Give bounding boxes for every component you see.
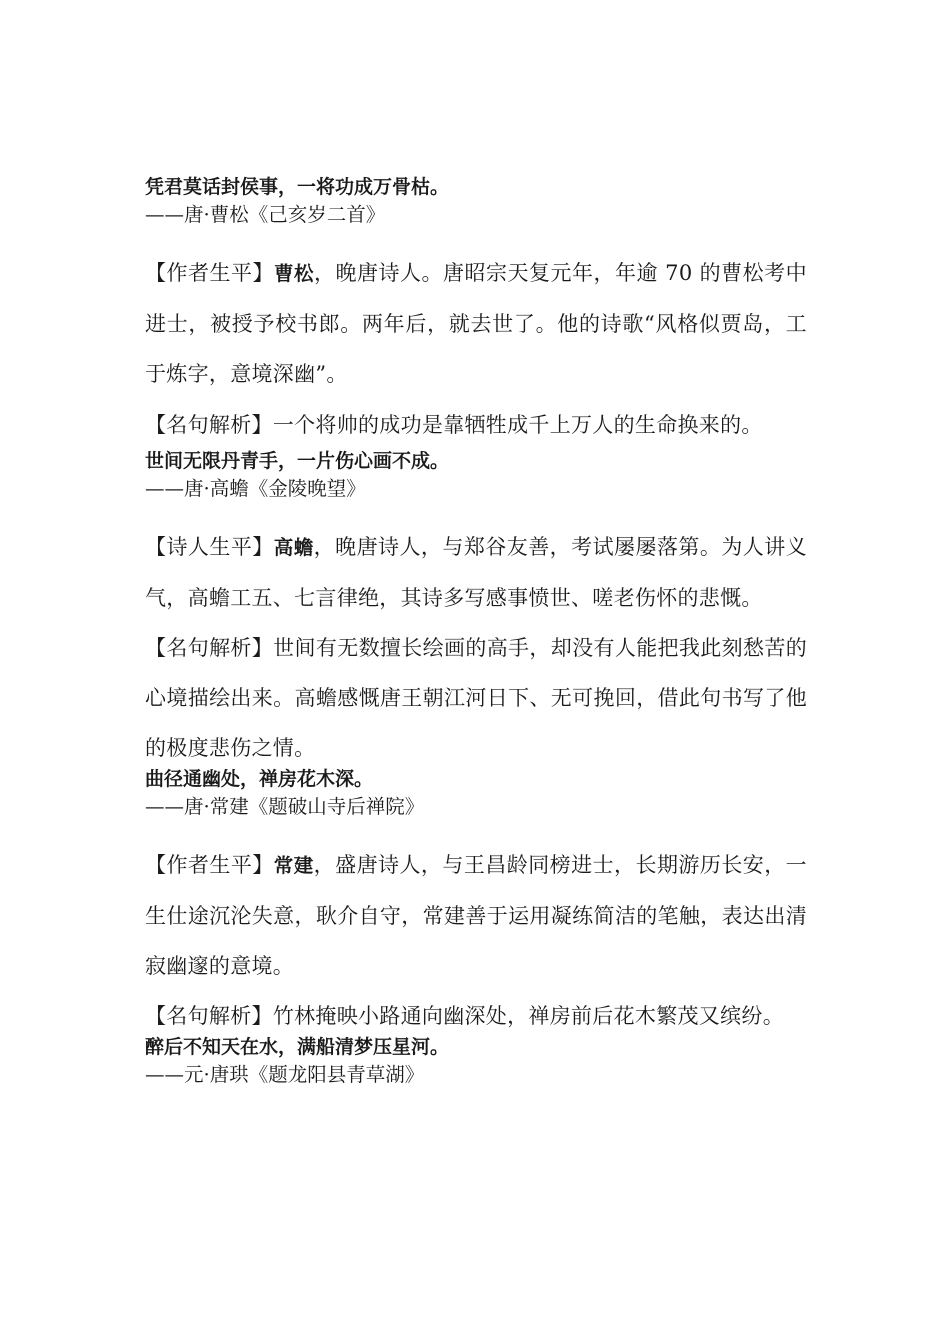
analysis-tag: 【名句解析】 bbox=[145, 1004, 273, 1028]
author-name: 曹松 bbox=[274, 262, 314, 285]
bio-tag: 【作者生平】 bbox=[145, 853, 274, 877]
poem-source: ——唐·高蟾《金陵晚望》 bbox=[145, 477, 366, 500]
poem-quote: 曲径通幽处，禅房花木深。 bbox=[145, 768, 374, 790]
bio-tag: 【作者生平】 bbox=[145, 261, 274, 285]
poem-source: ——唐·曹松《己亥岁二首》 bbox=[145, 203, 386, 226]
author-bio bbox=[145, 248, 807, 399]
bio-text: ，晚唐诗人，与郑谷友善，考试屡屡落第。为人讲义气，高蟾工五、七言律绝，其诗多写感事愤世、嗟老伤怀的悲慨。 bbox=[145, 535, 807, 610]
bio-text: ，晚唐诗人。唐昭宗天复元年，年逾 70 的曹松考中进士，被授予校书郎。两年后，就去世了。他的诗歌“风格似贾岛，工于炼字，意境深幽”。 bbox=[145, 261, 807, 386]
author-bio bbox=[145, 840, 807, 991]
document-page bbox=[145, 173, 807, 1108]
analysis-tag: 【名句解析】 bbox=[145, 413, 273, 437]
quote-analysis bbox=[145, 623, 807, 773]
bio-text: ，盛唐诗人，与王昌龄同榜进士，长期游历长安，一生仕途沉沦失意，耿介自守，常建善于运用凝练简洁的笔触，表达出清寂幽邃的意境。 bbox=[145, 853, 807, 978]
analysis-text: 竹林掩映小路通向幽深处，禅房前后花木繁茂又缤纷。 bbox=[272, 1004, 785, 1028]
poem-source: ——唐·常建《题破山寺后禅院》 bbox=[145, 795, 425, 818]
poem-quote: 醉后不知天在水，满船清梦压星河。 bbox=[145, 1036, 450, 1058]
author-name: 高蟾 bbox=[273, 536, 314, 559]
author-bio bbox=[145, 522, 807, 623]
analysis-tag: 【名句解析】 bbox=[145, 636, 274, 660]
analysis-text: 一个将帅的成功是靠牺牲成千上万人的生命换来的。 bbox=[272, 413, 763, 437]
bio-tag: 【诗人生平】 bbox=[145, 535, 274, 559]
quote-analysis bbox=[145, 403, 807, 447]
poem-quote: 凭君莫话封侯事，一将功成万骨枯。 bbox=[145, 176, 450, 198]
poem-quote: 世间无限丹青手，一片伤心画不成。 bbox=[145, 450, 450, 472]
author-name: 常建 bbox=[273, 854, 314, 877]
poem-source: ——元·唐珙《题龙阳县青草湖》 bbox=[145, 1063, 425, 1086]
analysis-text: 世间有无数擅长绘画的高手，却没有人能把我此刻愁苦的心境描绘出来。高蟾感慨唐王朝江河日下、无可挽回，借此句书写了他的极度悲伤之情。 bbox=[145, 636, 807, 760]
